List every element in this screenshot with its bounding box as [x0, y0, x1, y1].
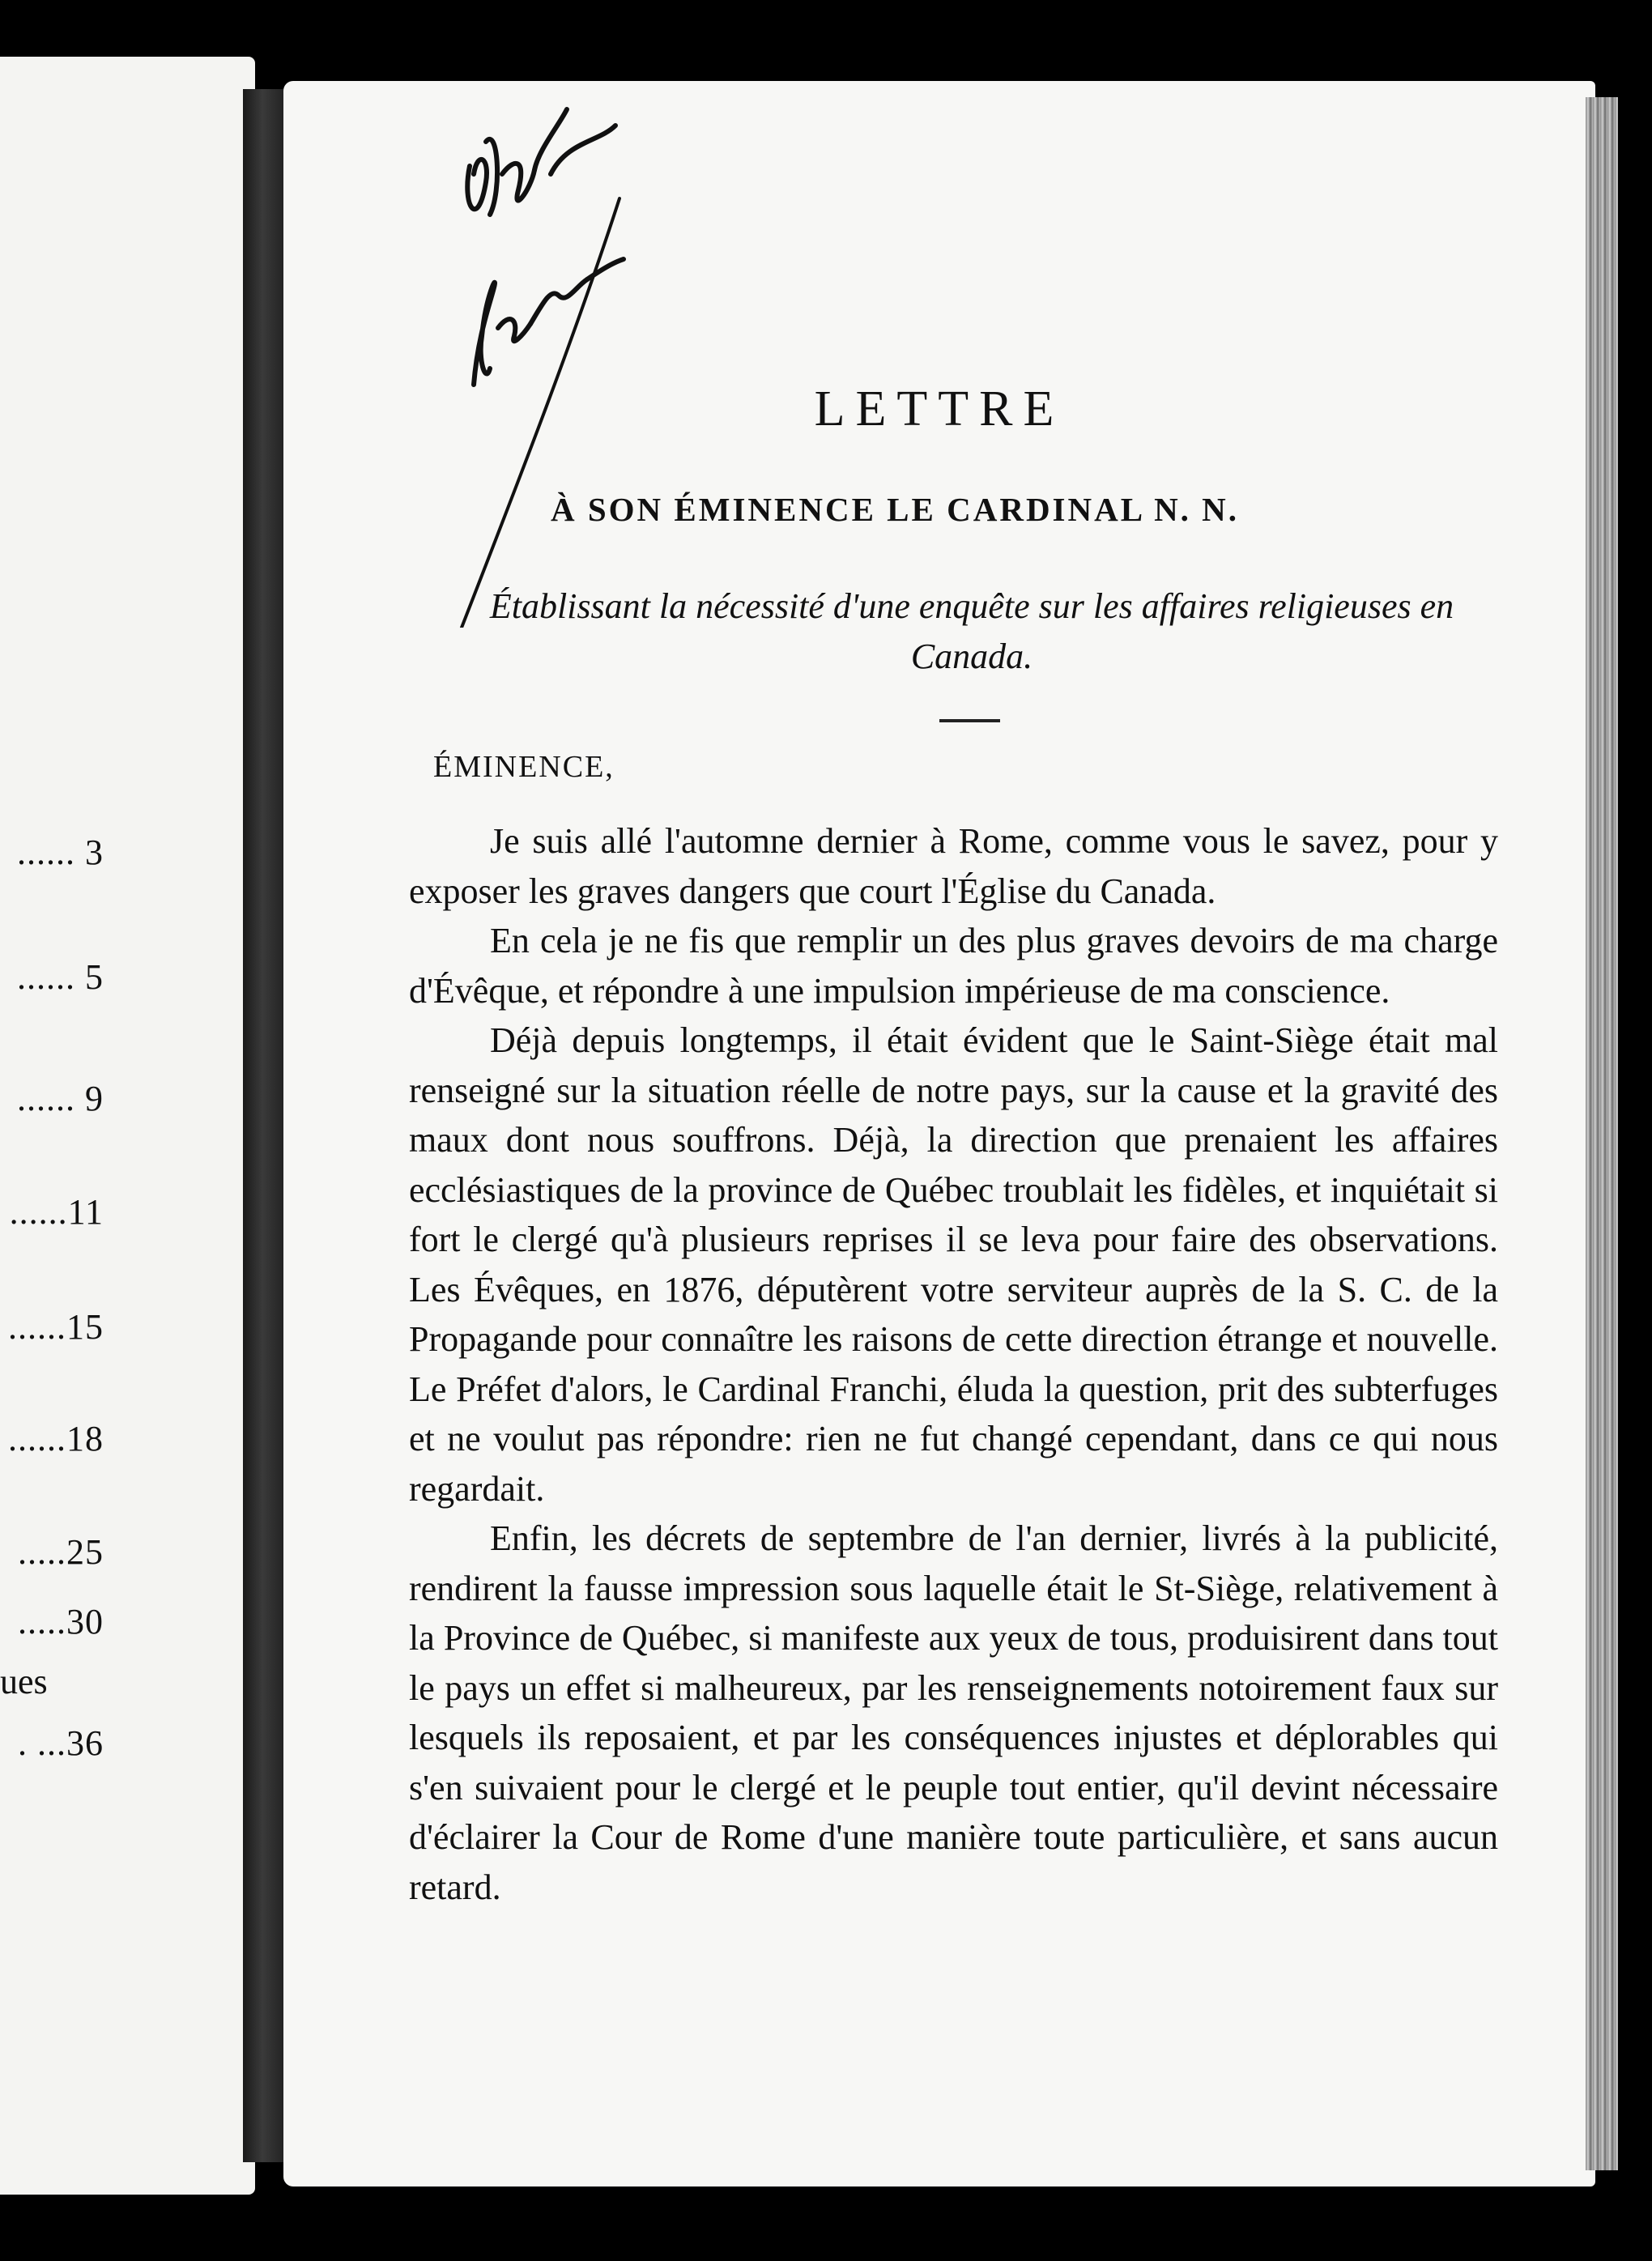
toc-entry: .....25 [18, 1532, 104, 1572]
paragraph: En cela je ne fis que remplir un des plus graves devoirs de ma charge d'Évêque, et répondre à une impulsion impérieuse de ma conscience. [409, 921, 1498, 1011]
paragraph: Enfin, les décrets de septembre de l'an dernier, livrés à la publicité, rendirent la fausse impression sous laquelle était le St-Siège, relativement à la Province de Québec, si manifeste aux yeux de tous, produisirent dans tout le pays un effet si malheureux, par les renseignements notoirement faux sur lesquels ils reposaient, et par les conséquences injustes et déplorables qui s'en suivaient pour le clergé et le peuple tout entier, qu'il devint nécessaire d'éclairer la Cour de Rome d'une manière toute particulière, et sans aucun retard. [409, 1518, 1498, 1907]
paragraph: Déjà depuis longtemps, il était évident que le Saint-Siège était mal renseigné sur la situation réelle de notre pays, sur la cause et la gravité des maux dont nous souffrons. Déjà, la direction que prenaient les affaires ecclésiastiques de la province de Québec troublait les fidèles, et inquiétait si fort le clergé qu'à plusieurs reprises il se leva pour faire des observations. Les Évêques, en 1876, députèrent votre serviteur auprès de la S. C. de la Propagande pour connaître les raisons de cette direction étrange et nouvelle. Le Préfet d'alors, le Cardinal Franchi, éluda la question, prit des subterfuges et ne voulut pas répondre: rien ne fut changé cependant, dans ce qui nous regardait. [409, 1020, 1498, 1509]
salutation: ÉMINENCE, [433, 750, 615, 784]
divider-rule [939, 719, 1000, 722]
toc-fragment: ues [0, 1662, 48, 1701]
toc-entry: . ...36 [18, 1723, 104, 1763]
toc-entry: ...... 5 [17, 957, 104, 997]
toc-entry: ...... 9 [17, 1079, 104, 1118]
letter-subtitle: À SON ÉMINENCE LE CARDINAL N. N. [551, 491, 1240, 528]
letter-title: LETTRE [814, 381, 1065, 436]
letter-abstract: Établissant la nécessité d'une enquête sur les affaires religieuses en Canada. [489, 586, 1454, 676]
toc-entry: .....30 [18, 1602, 104, 1641]
toc-entry: ......15 [8, 1307, 104, 1347]
left-page [0, 57, 255, 2195]
toc-entry: ......11 [9, 1192, 104, 1232]
handwritten-annotation [453, 93, 640, 628]
toc-entry: ......18 [8, 1419, 104, 1458]
paragraph: Je suis allé l'automne dernier à Rome, comme vous le savez, pour y exposer les graves dangers que court l'Église du Canada. [409, 821, 1498, 911]
letter-body [409, 816, 1498, 1912]
toc-entry: ...... 3 [17, 832, 104, 872]
